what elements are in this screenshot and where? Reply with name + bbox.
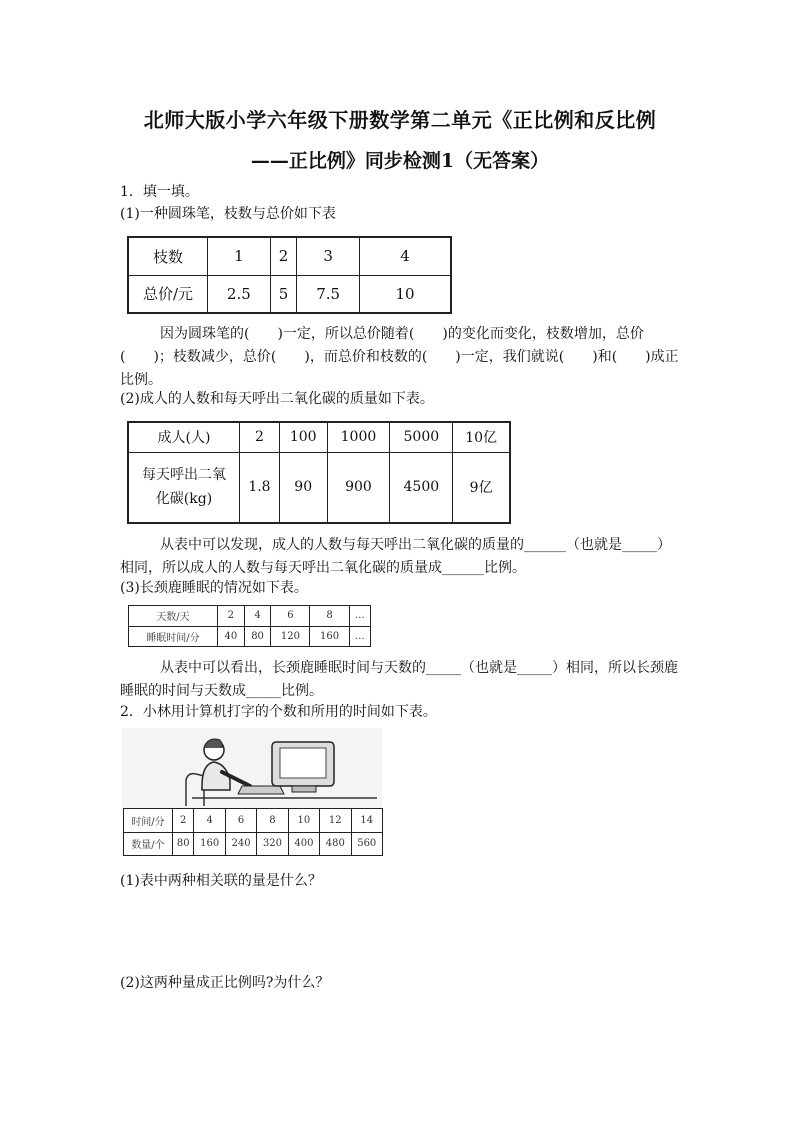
q1-text: 因为圆珠笔的( )一定，所以总价随着( )的变化而变化，枝数增加，总价( )；枝数减少，总价( )，而总价和枝数的( )一定，我们就说( )和( )成正比例。: [120, 326, 679, 388]
table-cell: 80: [173, 832, 194, 856]
table-cell: …: [349, 606, 370, 627]
table-row: [124, 809, 383, 833]
table-cell: 9亿: [453, 452, 510, 523]
table-cell: 4: [360, 237, 452, 275]
table-cell: 10: [360, 275, 452, 313]
table-cell: [128, 452, 240, 523]
table-cell: 2: [240, 422, 280, 452]
table-cell: 80: [244, 626, 271, 647]
table-cell: 8: [310, 606, 349, 627]
section2-sub1: (1)表中两种相关联的量是什么？: [120, 873, 322, 889]
table-cell: 900: [327, 452, 390, 523]
table-cell: 睡眠时间/分: [129, 626, 218, 647]
table-cell: 时间/分: [124, 809, 173, 833]
table-cell: 160: [310, 626, 349, 647]
table-cell: 400: [288, 832, 319, 856]
table-row: [124, 832, 383, 856]
table-cell: 5: [270, 275, 297, 313]
table-cell: 560: [351, 832, 383, 856]
table-cell: 总价/元: [128, 275, 208, 313]
table-cell: 14: [351, 809, 383, 833]
table-cell: 1: [208, 237, 271, 275]
table-cell: 100: [279, 422, 327, 452]
table-cell: 240: [225, 832, 256, 856]
table-cell: 120: [271, 626, 310, 647]
table-cell: 成人(人): [128, 422, 240, 452]
table-row: [128, 237, 451, 275]
table-cell-line: 化碳(kg): [155, 491, 213, 508]
table-cell-line: 每天呼出二氧: [142, 467, 226, 484]
table-cell: 10亿: [453, 422, 510, 452]
table-cell: …: [349, 626, 370, 647]
table-cell: 枝数: [128, 237, 208, 275]
table-cell: 2.5: [208, 275, 271, 313]
table-cell: 2: [173, 809, 194, 833]
table-cell: 1.8: [240, 452, 280, 523]
table-cell: 4: [194, 809, 225, 833]
table-cell: 7.5: [297, 275, 360, 313]
pen-price-table: [127, 236, 452, 314]
section2-heading: 2．小林用计算机打字的个数和所用的时间如下表。: [120, 704, 437, 720]
table-cell: 4500: [390, 452, 453, 523]
page-title: 北师大版小学六年级下册数学第二单元《正比例和反比例: [143, 108, 657, 132]
q3-text: 从表中可以看出，长颈鹿睡眠时间与天数的_____（也就是_____）相同，所以长颈鹿睡眠的时间与天数成_____比例。: [120, 660, 678, 699]
table-cell: 3: [297, 237, 360, 275]
table-cell: 4: [244, 606, 271, 627]
table-row: [129, 626, 371, 647]
q3-intro: (3)长颈鹿睡眠的情况如下表。: [120, 580, 308, 596]
typing-table: [123, 808, 383, 856]
table-cell: 数量/个: [124, 832, 173, 856]
table-cell: 2: [270, 237, 297, 275]
page-subtitle: ——正比例》同步检测1（无答案）: [250, 150, 550, 172]
q1-intro: (1)一种圆珠笔，枝数与总价如下表: [120, 206, 336, 222]
table-cell: 5000: [390, 422, 453, 452]
table-cell: 90: [279, 452, 327, 523]
q2-intro: (2)成人的人数和每天呼出二氧化碳的质量如下表。: [120, 391, 434, 407]
table-row: [128, 452, 510, 523]
q2-text: 从表中可以发现，成人的人数与每天呼出二氧化碳的质量的______（也就是_____）相同，所以成人的人数与每天呼出二氧化碳的质量成______比例。: [120, 537, 671, 576]
table-cell: 1000: [327, 422, 390, 452]
table-cell: 8: [257, 809, 288, 833]
section1-heading: 1．填一填。: [120, 184, 199, 200]
table-cell: 160: [194, 832, 225, 856]
table-cell: 6: [271, 606, 310, 627]
giraffe-sleep-table: [128, 605, 371, 647]
table-cell: 40: [218, 626, 245, 647]
co2-table: [127, 421, 511, 524]
boy-at-computer-illustration: [122, 728, 382, 808]
table-cell: 10: [288, 809, 319, 833]
table-cell: 天数/天: [129, 606, 218, 627]
table-cell: 320: [257, 832, 288, 856]
table-row: [128, 275, 451, 313]
table-row: [129, 606, 371, 627]
table-cell: 6: [225, 809, 256, 833]
table-cell: 480: [320, 832, 351, 856]
table-cell: 12: [320, 809, 351, 833]
section2-sub2: (2)这两种量成正比例吗?为什么？: [120, 975, 330, 991]
table-cell: 2: [218, 606, 245, 627]
table-row: [128, 422, 510, 452]
